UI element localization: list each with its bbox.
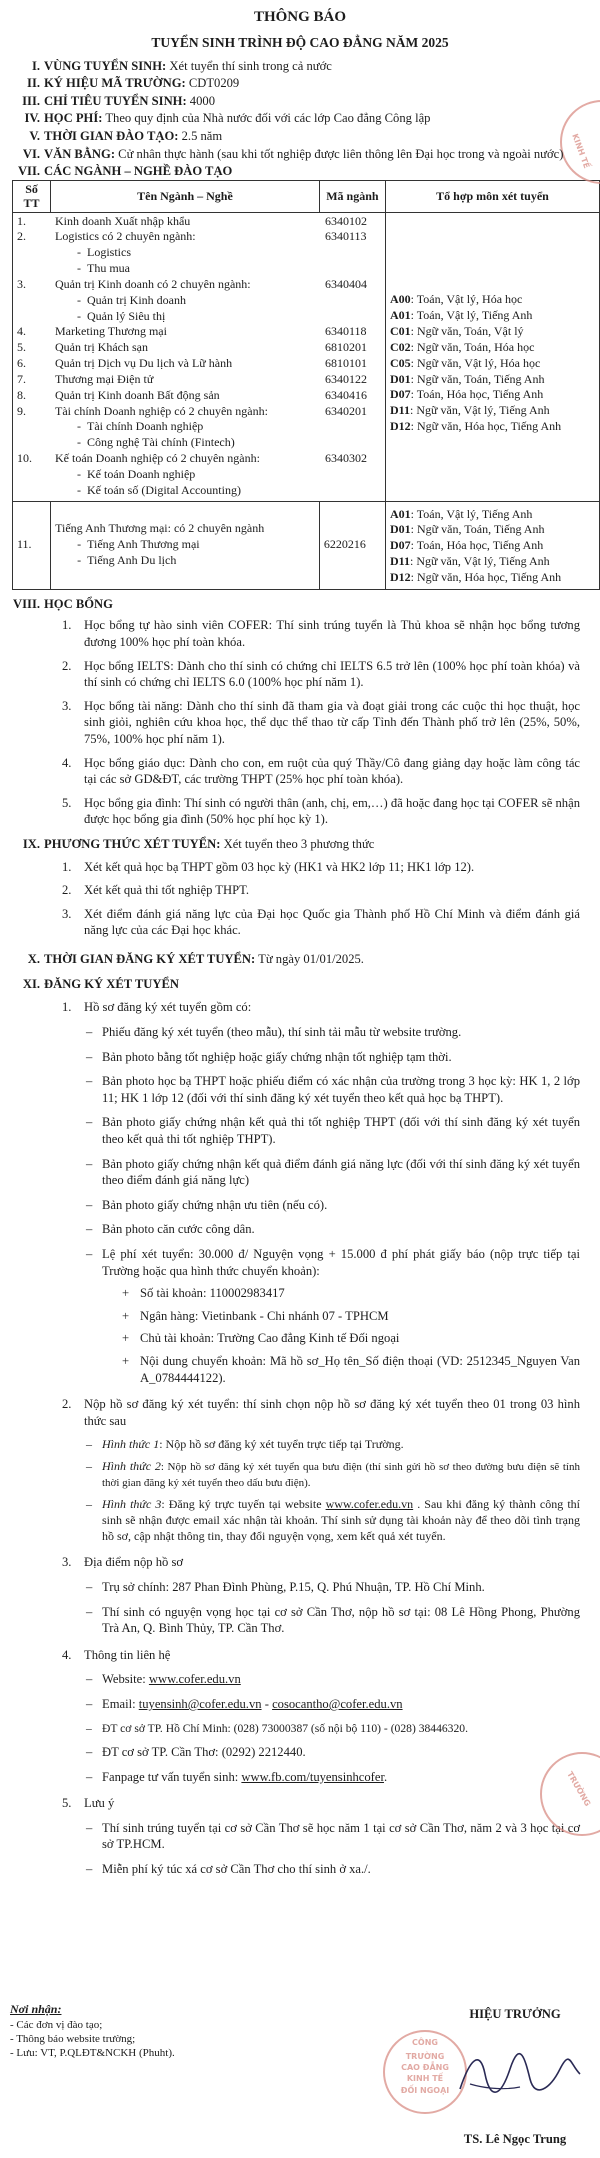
major-code	[319, 483, 385, 499]
list-item: 3. Địa điểm nộp hồ sơ – Trụ sở chính: 287 Phan Đình Phùng, P.15, Q. Phú Nhuận, TP. Hồ Chí Minh. – Thí sinh có nguyện vọng học tại cơ sở Cần Thơ, nộp hồ sơ tại: 08 Lê Hồng Phong, Phường Trà An, Q. Bình Thủy, TP. Cần Thơ.	[62, 1555, 580, 1636]
list-item: 1. Xét kết quả học bạ THPT gồm 03 học kỳ (HK1 và HK2 lớp 11; HK1 lớp 12).	[62, 859, 475, 874]
row-number	[13, 261, 51, 277]
row-number	[13, 293, 51, 309]
major-code: 6340302	[325, 451, 367, 466]
recipients-block	[10, 2002, 175, 2060]
major-code	[319, 261, 385, 277]
stamp-text: TRƯỜNG	[565, 1769, 593, 1808]
fanpage-link[interactable]: www.fb.com/tuyensinhcofer	[241, 1769, 384, 1784]
list-item: 2. Nộp hồ sơ đăng ký xét tuyển: thí sinh chọn nộp hồ sơ đăng ký xét tuyển theo 01 trong 03 hình thức sau – Hình thức 1: Nộp hồ sơ đăng ký xét tuyển trực tiếp tại Trường. – Hình thức 2: Nộp hồ sơ đăng ký xét tuyển qua bưu điện (thí sinh gửi hồ sơ theo đường bưu điện sẽ tính thời gian đăng ký xét tuyển theo dấu bưu điện). – Hình thức 3: Đăng ký trực tuyến tại website www.cofer.edu.vn . Sau khi đăng ký thành công thí sinh sẽ nhận được email xác nhận tài khoản. Thí sinh sử dụng tài khoản này để theo dõi tình trạng hồ sơ, cập nhật thông tin, thay đổi nguyện vọng, xem kết quả xét tuyển.	[62, 1397, 580, 1543]
major-row	[13, 356, 385, 372]
section-i: I. VÙNG TUYỂN SINH: Xét tuyển thí sinh trong cả nước	[31, 58, 332, 73]
combos-list-group-1	[390, 278, 595, 434]
sub-major-name: - Logistics	[77, 245, 131, 260]
major-name: Tài chính Doanh nghiệp có 2 chuyên ngành:	[55, 403, 268, 418]
sub-major-name: - Quản trị Kinh doanh	[77, 292, 186, 307]
major-name: Tiếng Anh Thương mại: có 2 chuyên ngành	[55, 521, 265, 536]
major-name: Kinh doanh Xuất nhập khẩu	[55, 213, 191, 228]
submission-form-2: – Hình thức 2: Nộp hồ sơ đăng ký xét tuyển qua bưu điện (thí sinh gửi hồ sơ theo đường bưu điện sẽ tính thời gian đăng ký xét tuyển theo dấu bưu điện).	[86, 1459, 580, 1490]
major-row	[13, 388, 385, 404]
major-name: Quản trị Khách sạn	[55, 340, 148, 355]
sub-major-row	[13, 261, 385, 277]
row-number: 4.	[17, 324, 26, 339]
row-number: 6.	[17, 356, 26, 371]
sub-major-name: - Thu mua	[77, 261, 130, 276]
sub-major-row	[13, 419, 385, 435]
bank-account-number: + Số tài khoản: 110002983417	[122, 1286, 285, 1301]
sub-major: - Tiếng Anh Thương mại	[77, 537, 200, 552]
table-row-group-1	[13, 212, 600, 501]
major-code: 6810101	[325, 356, 367, 371]
document-requirement: – Bản photo giấy chứng nhận ưu tiên (nếu có).	[86, 1197, 328, 1212]
major-code: 6810201	[325, 340, 367, 355]
section-vii-heading: VII. CÁC NGÀNH – NGHỀ ĐÀO TẠO	[17, 164, 233, 179]
row-number: 8.	[17, 387, 26, 402]
recipients-heading: Nơi nhận:	[10, 2002, 62, 2016]
sub-major-row	[13, 245, 385, 261]
subject-combination: D07: Toán, Hóa học, Tiếng Anh	[390, 387, 544, 402]
sub-major-row	[13, 483, 385, 499]
combos-cell-group-1	[386, 212, 600, 501]
subject-combination: A01: Toán, Vật lý, Tiếng Anh	[390, 506, 533, 521]
major-code: 6340113	[325, 229, 367, 244]
contact-fanpage: – Fanpage tư vấn tuyển sinh: www.fb.com/tuyensinhcofer.	[86, 1769, 388, 1784]
major-code: 6340404	[325, 276, 367, 291]
signer-title: HIỆU TRƯỞNG	[469, 2007, 561, 2021]
row-number: 2.	[17, 229, 26, 244]
sub-major-name: - Quản lý Siêu thị	[77, 308, 166, 323]
subject-combination: D01: Ngữ văn, Toán, Tiếng Anh	[390, 522, 545, 537]
row-number	[13, 483, 51, 499]
section-ix-heading: IX. PHƯƠNG THỨC XÉT TUYỂN: Xét tuyển theo 3 phương thức	[22, 837, 375, 852]
contact-phone-hcm: – ĐT cơ sở TP. Hồ Chí Minh: (028) 73000387 (số nội bộ 110) - (028) 38446320.	[86, 1721, 468, 1735]
sub-major-name: - Kế toán số (Digital Accounting)	[77, 482, 241, 497]
major-name: Quản trị Dịch vụ Du lịch và Lữ hành	[55, 356, 233, 371]
note-item: – Thí sinh trúng tuyển tại cơ sở Cần Thơ sẽ học năm 1 tại cơ sở Cần Thơ, năm 2 và 3 học tại cơ sở TP.HCM.	[86, 1820, 580, 1852]
fee-requirement: – Lệ phí xét tuyển: 30.000 đ/ Nguyện vọng + 15.000 đ phí phát giấy báo (nộp trực tiếp tại Trường hoặc qua hình thức chuyển khoản):	[86, 1246, 580, 1278]
major-row	[13, 229, 385, 245]
submission-address: – Trụ sở chính: 287 Phan Đình Phùng, P.15, Q. Phú Nhuận, TP. Hồ Chí Minh.	[86, 1580, 485, 1595]
section-viii-heading: VIII. HỌC BỔNG	[13, 596, 113, 611]
contact-email: – Email: tuyensinh@cofer.edu.vn - cosocantho@cofer.edu.vn	[86, 1697, 403, 1712]
list-item: 1. Học bổng tự hào sinh viên COFER: Thí sinh trúng tuyển là Thủ khoa sẽ nhận học bổng tương đương 100% học phí toàn khóa.	[62, 618, 580, 649]
section-iii: III. CHỈ TIÊU TUYỂN SINH: 4000	[22, 93, 215, 108]
subject-combination: D11: Ngữ văn, Vật lý, Tiếng Anh	[390, 403, 550, 418]
contact-phone-cantho: – ĐT cơ sở TP. Cần Thơ: (0292) 2212440.	[86, 1745, 306, 1759]
major-code: 6340122	[325, 371, 367, 386]
major-code: 6340102	[325, 213, 367, 228]
document-requirement: – Bản photo giấy chứng nhận kết quả thi tốt nghiệp THPT (đối với thí sinh đăng ký xét tuyển theo kết quả thi tốt nghiệp THPT).	[86, 1115, 580, 1146]
major-row	[13, 277, 385, 293]
section-xi-heading: XI. ĐĂNG KÝ XÉT TUYỂN	[22, 976, 179, 991]
major-row	[13, 340, 385, 356]
majors-table	[12, 180, 600, 590]
major-code	[319, 419, 385, 435]
col-header-code: Mã ngành	[319, 180, 385, 212]
major-name: Quản trị Kinh doanh có 2 chuyên ngành:	[55, 276, 251, 291]
list-item: 3. Xét điểm đánh giá năng lực của Đại học Quốc gia Thành phố Hồ Chí Minh và điểm đánh giá năng lực của các Đại học khác.	[62, 906, 580, 938]
major-name: Thương mại Điện tử	[55, 371, 154, 386]
row-number	[13, 435, 51, 451]
subject-combination: D12: Ngữ văn, Hóa học, Tiếng Anh	[390, 569, 562, 584]
row-number: 7.	[17, 371, 26, 386]
col-header-combos: Tổ hợp môn xét tuyển	[386, 180, 600, 212]
recipient-line: - Thông báo website trường;	[10, 2032, 136, 2045]
bank-name: + Ngân hàng: Vietinbank - Chi nhánh 07 - TPHCM	[122, 1308, 389, 1323]
document-requirement: – Phiếu đăng ký xét tuyển (theo mẫu), thí sinh tải mẫu từ website trường.	[86, 1024, 462, 1039]
major-name: Marketing Thương mại	[55, 324, 167, 339]
row-number: 3.	[17, 276, 26, 291]
stamp-text: KINH TẾ	[570, 132, 592, 170]
subject-combination: D11: Ngữ văn, Vật lý, Tiếng Anh	[390, 554, 550, 569]
signature-block	[440, 2006, 590, 2148]
list-item: 2. Xét kết quả thi tốt nghiệp THPT.	[62, 883, 249, 898]
website-link[interactable]: www.cofer.edu.vn	[325, 1496, 414, 1511]
note-item: – Miễn phí ký túc xá cơ sở Cần Thơ cho thí sinh ở xa./.	[86, 1862, 371, 1877]
submission-form-3: – Hình thức 3: Đăng ký trực tuyến tại website www.cofer.edu.vn . Sau khi đăng ký thành công thí sinh sẽ nhận được email xác nhận tài khoản. Thí sinh sử dụng tài khoản này để theo dõi tình trạng hồ sơ, cập nhật thông tin, thay đổi nguyện vọng, xem kết quả xét tuyển.	[86, 1496, 580, 1543]
registration-list	[0, 999, 600, 1877]
sub-major: - Tiếng Anh Du lịch	[77, 553, 177, 568]
subject-combination: C05: Ngữ văn, Vật lý, Hóa học	[390, 355, 541, 370]
bank-transfer-content: + Nội dung chuyển khoản: Mã hồ sơ_Họ tên_Số điện thoại (VD: 2512345_Nguyen Van A_0784444122).	[122, 1354, 580, 1385]
major-code: 6340201	[325, 403, 367, 418]
subject-combination: D07: Toán, Hóa học, Tiếng Anh	[390, 538, 544, 553]
list-item: 4. Thông tin liên hệ – Website: www.cofer.edu.vn – Email: tuyensinh@cofer.edu.vn - cosocantho@cofer.edu.vn – ĐT cơ sở TP. Hồ Chí Minh: (028) 73000387 (số nội bộ 110) - (028) 38446320. – ĐT cơ sở TP. Cần Thơ: (0292) 2212440. – Fanpage tư vấn tuyển sinh: www.fb.com/tuyensinhcofer.	[62, 1647, 580, 1785]
sub-major-name: - Kế toán Doanh nghiệp	[77, 466, 196, 481]
subject-combination: A00: Toán, Vật lý, Hóa học	[390, 292, 523, 307]
major-code: 6340416	[325, 387, 367, 402]
contact-website: – Website: www.cofer.edu.vn	[86, 1672, 241, 1687]
email-link-admissions[interactable]: tuyensinh@cofer.edu.vn	[138, 1697, 262, 1712]
majors-list-group-1	[13, 213, 385, 501]
section-v: V. THỜI GIAN ĐÀO TẠO: 2.5 năm	[29, 129, 223, 144]
list-item: 5. Lưu ý – Thí sinh trúng tuyển tại cơ sở Cần Thơ sẽ học năm 1 tại cơ sở Cần Thơ, năm 2 và 3 học tại cơ sở TP.HCM. – Miễn phí ký túc xá cơ sở Cần Thơ cho thí sinh ở xa./.	[62, 1796, 580, 1877]
subject-combination: D12: Ngữ văn, Hóa học, Tiếng Anh	[390, 419, 562, 433]
sub-major-row	[13, 293, 385, 309]
major-row	[13, 214, 385, 230]
combos-list-group-2	[390, 503, 595, 588]
subject-combination: C01: Ngữ văn, Toán, Vật lý	[390, 324, 524, 339]
document-requirement: – Bản photo bằng tốt nghiệp hoặc giấy chứng nhận tốt nghiệp tạm thời.	[86, 1049, 452, 1064]
section-x: X. THỜI GIAN ĐĂNG KÝ XÉT TUYỂN: Từ ngày 01/01/2025.	[27, 952, 364, 967]
section-ii: II. KÝ HIỆU MÃ TRƯỜNG: CDT0209	[27, 76, 240, 91]
document-requirement: – Bản photo học bạ THPT hoặc phiếu điểm có xác nhận của trường trong 3 học kỳ: HK 1, 2 lớp 11; HK 1 lớp 12 (đối với thí sinh đăng ký xét tuyển theo kết quả học bạ THPT).	[86, 1074, 580, 1105]
major-code	[319, 467, 385, 483]
subject-combination: C02: Ngữ văn, Toán, Hóa học	[390, 339, 535, 354]
major-code	[319, 293, 385, 309]
sub-major-row	[13, 309, 385, 325]
major-name: Logistics có 2 chuyên ngành:	[55, 229, 196, 244]
document-subtitle: TUYỂN SINH TRÌNH ĐỘ CAO ĐẲNG NĂM 2025	[151, 34, 449, 50]
major-code: 6220216	[319, 501, 385, 589]
recipient-line: - Lưu: VT, P.QLĐT&NCKH (Phuht).	[10, 2047, 175, 2060]
major-row	[13, 451, 385, 467]
official-seal: CÔNG TRƯỜNG CAO ĐẲNG KINH TẾ ĐỐI NGOẠI	[383, 2030, 467, 2114]
document-requirement: – Bản photo căn cước công dân.	[86, 1222, 255, 1237]
major-row	[13, 372, 385, 388]
scholarship-list	[0, 617, 600, 828]
document-title: THÔNG BÁO	[253, 9, 347, 25]
sub-major-row	[13, 467, 385, 483]
email-link-cantho[interactable]: cosocantho@cofer.edu.vn	[272, 1697, 403, 1712]
major-name: Quản trị Kinh doanh Bất động sản	[55, 387, 220, 402]
row-number: 9.	[17, 403, 26, 418]
major-row	[13, 404, 385, 420]
majors-cell-group-1	[13, 212, 386, 501]
submission-address: – Thí sinh có nguyện vọng học tại cơ sở Cần Thơ, nộp hồ sơ tại: 08 Lê Hồng Phong, Phường Trà An, Q. Bình Thủy, TP. Cần Thơ.	[86, 1604, 580, 1636]
sub-major-name: - Tài chính Doanh nghiệp	[77, 419, 204, 434]
recipient-line: - Các đơn vị đào tạo;	[10, 2018, 103, 2031]
major-code	[319, 245, 385, 261]
table-row-group-2	[13, 501, 600, 589]
admission-methods-list	[0, 859, 600, 939]
row-number	[13, 245, 51, 261]
row-number: 10.	[17, 451, 32, 466]
bank-account-holder: + Chủ tài khoản: Trường Cao đẳng Kinh tế Đối ngoại	[122, 1331, 400, 1346]
submission-form-1: – Hình thức 1: Nộp hồ sơ đăng ký xét tuyển trực tiếp tại Trường.	[86, 1437, 404, 1452]
major-row	[13, 324, 385, 340]
row-number	[13, 467, 51, 483]
subject-combination: A01: Toán, Vật lý, Tiếng Anh	[390, 308, 533, 323]
info-sections	[0, 58, 600, 180]
handwritten-signature	[440, 2029, 590, 2119]
subject-combination: D01: Ngữ văn, Toán, Tiếng Anh	[390, 371, 545, 386]
col-header-no: Số TT	[13, 180, 51, 212]
major-code	[319, 435, 385, 451]
row-number	[13, 309, 51, 325]
sub-major-row	[13, 435, 385, 451]
list-item: 3. Học bổng tài năng: Dành cho thí sinh đã tham gia và đoạt giải trong các cuộc thi học thuật, học sinh giỏi, nghiên cứu khoa học, thể dục thể thao từ cấp Tỉnh đến Thành phố trở lên (25%, 50%, 75%, 100% học phí năm 1).	[62, 698, 580, 746]
row-number: 1.	[17, 213, 26, 228]
list-item: 2. Học bổng IELTS: Dành cho thí sinh có chứng chỉ IELTS 6.5 trở lên (100% học phí toàn khóa) và thí sinh có chứng chỉ IELTS 6.0 (100% học phí năm 1).	[62, 658, 580, 690]
list-item: 1. Hồ sơ đăng ký xét tuyển gồm có: – Phiếu đăng ký xét tuyển (theo mẫu), thí sinh tải mẫu từ website trường. – Bản photo bằng tốt nghiệp hoặc giấy chứng nhận tốt nghiệp tạm thời. – Bản photo học bạ THPT hoặc phiếu điểm có xác nhận của trường trong 3 học kỳ: HK 1, 2 lớp 11; HK 1 lớp 12 (đối với thí sinh đăng ký xét tuyển theo kết quả học bạ THPT). – Bản photo giấy chứng nhận kết quả thi tốt nghiệp THPT (đối với thí sinh đăng ký xét tuyển theo kết quả thi tốt nghiệp THPT). – Bản photo giấy chứng nhận kết quả điểm đánh giá năng lực (đối với thí sinh đăng ký xét tuyển theo điểm đánh giá năng lực) – Bản photo giấy chứng nhận ưu tiên (nếu có). – Bản photo căn cước công dân. – Lệ phí xét tuyển: 30.000 đ/ Nguyện vọng + 15.000 đ phí phát giấy báo (nộp trực tiếp tại Trường hoặc qua hình thức chuyển khoản): + Số tài khoản: 110002983417 + Ngân hàng: Vietinbank - Chi nhánh 07 - TPHCM + Chủ tài khoản: Trường Cao đẳng Kinh tế Đối ngoại + Nội dung chuyển khoản: Mã hồ sơ_Họ tên_Số điện thoại (VD: 2512345_Nguyen Van A_0784444122).	[62, 1000, 580, 1385]
section-vi: VI. VĂN BẰNG: Cử nhân thực hành (sau khi tốt nghiệp được liên thông lên Đại học trong và ngoài nước)	[22, 146, 564, 161]
major-name-cell	[51, 501, 320, 589]
signer-name: TS. Lê Ngọc Trung	[463, 2132, 567, 2147]
major-name: Kế toán Doanh nghiệp có 2 chuyên ngành:	[55, 451, 260, 466]
major-code: 6340118	[325, 324, 367, 339]
section-iv: IV. HỌC PHÍ: Theo quy định của Nhà nước đối với các lớp Cao đẳng Công lập	[24, 111, 431, 126]
table-header-row	[13, 180, 600, 212]
list-item: 4. Học bổng giáo dục: Dành cho con, em ruột của quý Thầy/Cô đang giảng dạy hoặc làm công tác tại các sở GD&ĐT, các trường THPT (25% học phí toàn khóa).	[62, 755, 580, 787]
list-item: 5. Học bổng gia đình: Thí sinh có người thân (anh, chị, em,…) đã hoặc đang học tại COFER sẽ nhận được học bổng gia đình (50% học phí học kỳ 1).	[62, 795, 580, 827]
document-requirement: – Bản photo giấy chứng nhận kết quả điểm đánh giá năng lực (đối với thí sinh đăng ký xét tuyển theo điểm đánh giá năng lực)	[86, 1156, 580, 1188]
sub-major-name: - Công nghệ Tài chính (Fintech)	[77, 435, 235, 450]
combos-cell-group-2	[386, 501, 600, 589]
website-link[interactable]: www.cofer.edu.vn	[148, 1672, 241, 1687]
row-number	[13, 419, 51, 435]
col-header-name: Tên Ngành – Nghề	[51, 180, 320, 212]
major-code	[319, 309, 385, 325]
row-number: 5.	[17, 340, 26, 355]
row-number: 11.	[13, 501, 51, 589]
